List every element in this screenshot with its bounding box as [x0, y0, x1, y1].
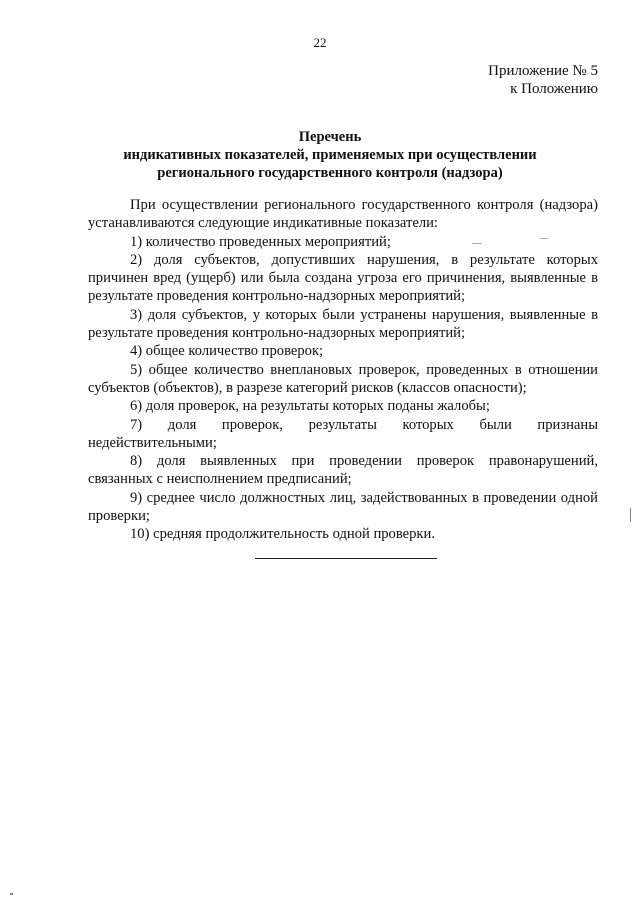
indicator-item-3: 3) доля субъектов, у которых были устранены нарушения, выявленные в результате проведения контрольно-надзорных мероприятий;	[88, 306, 598, 342]
document-title	[60, 128, 600, 182]
indicator-item-2: 2) доля субъектов, допустивших нарушения, в результате которых причинен вред (ущерб) или была создана угроза его причинения, выявленные в результате проведения контрольно-надзорных мероприятий;	[88, 251, 598, 305]
title-line-2: индикативных показателей, применяемых при осуществлении	[123, 147, 537, 163]
indicator-item-8: 8) доля выявленных при проведении проверок правонарушений, связанных с неисполнением предписаний;	[88, 453, 598, 488]
indicator-item-10: 10) средняя продолжительность одной проверки.	[130, 526, 435, 543]
indicator-item-9: 9) среднее число должностных лиц, задействованных в проведении одной проверки;	[88, 489, 598, 525]
indicator-item-7: 7) доля проверок, результаты которых были признаны недействительными;	[88, 416, 598, 451]
scan-mark	[540, 238, 548, 239]
scan-mark	[10, 893, 13, 895]
appendix-header	[488, 62, 598, 98]
title-line-3: регионального государственного контроля (надзора)	[157, 165, 503, 181]
scan-mark	[630, 508, 631, 522]
indicator-item-6: 6) доля проверок, на результаты которых поданы жалобы;	[130, 398, 490, 415]
appendix-reference: к Положению	[510, 81, 598, 97]
title-line-1: Перечень	[298, 129, 362, 145]
indicator-item-4: 4) общее количество проверок;	[130, 343, 324, 360]
intro-paragraph: При осуществлении регионального государственного контроля (надзора) устанавливаются следующие индикативные показатели:	[88, 197, 598, 232]
indicator-item-1: 1) количество проведенных мероприятий;	[130, 233, 391, 250]
indicator-item-5: 5) общее количество внеплановых проверок, проведенных в отношении субъектов (объектов), в разрезе категорий рисков (классов опасности);	[88, 361, 598, 396]
document-body	[88, 196, 598, 544]
page-number: 22	[313, 35, 327, 50]
scan-mark	[472, 243, 482, 244]
end-separator-line	[255, 558, 437, 559]
appendix-number: Приложение № 5	[488, 63, 598, 79]
